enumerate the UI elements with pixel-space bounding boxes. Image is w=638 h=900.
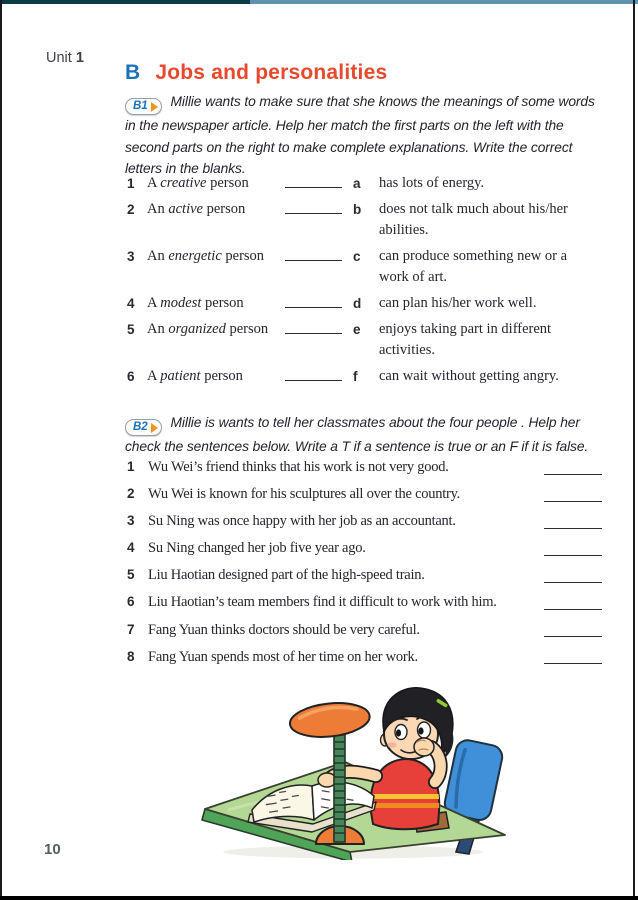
item-number: 5 <box>127 322 135 337</box>
adjective: organized <box>168 321 226 337</box>
article: A <box>147 295 157 311</box>
option-letter: b <box>353 202 362 217</box>
match-left-text <box>147 173 285 194</box>
tf-item <box>127 485 602 504</box>
match-item <box>127 246 602 288</box>
match-right-text: can plan his/her work well. <box>379 295 537 311</box>
match-left-text <box>147 366 285 387</box>
item-number: 7 <box>127 621 135 637</box>
section-heading <box>125 61 387 85</box>
badge-label: B2 <box>133 421 148 433</box>
adjective: patient <box>160 368 201 384</box>
answer-blank[interactable] <box>544 555 602 556</box>
page-top-border-dark <box>0 0 250 4</box>
option-letter: f <box>353 369 358 384</box>
item-number: 4 <box>127 296 135 311</box>
match-left-text <box>147 293 285 314</box>
tf-sentence: Wu Wei’s friend thinks that his work is not very good. <box>148 459 449 475</box>
unit-word: Unit <box>46 50 72 66</box>
tf-item <box>127 593 602 612</box>
option-letter: d <box>353 296 362 311</box>
page-number: 10 <box>44 841 61 858</box>
page-left-border <box>0 0 2 900</box>
unit-label <box>46 50 84 66</box>
item-number: 6 <box>127 594 135 610</box>
answer-blank[interactable] <box>285 199 342 214</box>
b1-match-list <box>127 173 602 392</box>
play-triangle-icon <box>151 423 158 433</box>
answer-blank[interactable] <box>285 319 342 334</box>
answer-blank[interactable] <box>544 663 602 664</box>
item-number: 8 <box>127 648 135 664</box>
adjective: energetic <box>168 248 222 264</box>
exercise-badge-b1 <box>125 98 162 115</box>
match-left-text <box>147 246 285 288</box>
tf-sentence: Fang Yuan spends most of her time on her work. <box>148 648 418 665</box>
section-title: Jobs and personalities <box>155 61 388 84</box>
item-number: 3 <box>127 249 135 264</box>
b2-instructions-text: Millie is wants to tell her classmates about the four people . Help her check the sentences below. Write a T if a sentence is true or an F if it is false. <box>125 415 589 455</box>
tf-item <box>127 512 602 531</box>
item-number: 2 <box>127 486 135 502</box>
adjective: creative <box>160 175 207 191</box>
play-triangle-icon <box>151 102 158 112</box>
article: An <box>147 201 165 217</box>
answer-blank[interactable] <box>544 528 602 529</box>
answer-blank[interactable] <box>285 293 342 308</box>
page-top-border-light <box>250 0 638 4</box>
answer-blank[interactable] <box>285 366 342 381</box>
answer-blank[interactable] <box>544 636 602 637</box>
tf-item <box>127 458 602 477</box>
article: A <box>147 368 157 384</box>
answer-blank[interactable] <box>544 609 602 610</box>
b1-instructions-text: Millie wants to make sure that she knows the meanings of some words in the newspaper article. Help her match the first parts on the left with the second parts on the right to make complete explanations. Write the correct letters in the blanks. <box>125 94 595 177</box>
tf-sentence: Liu Haotian’s team members find it difficult to work with him. <box>148 594 497 611</box>
b2-instructions <box>125 412 609 458</box>
article: An <box>147 248 165 264</box>
answer-blank[interactable] <box>285 173 342 188</box>
section-letter: B <box>125 61 141 84</box>
badge-label: B1 <box>133 100 148 112</box>
match-item <box>127 366 602 387</box>
match-item <box>127 199 602 241</box>
tf-sentence: Su Ning changed her job five year ago. <box>148 540 366 557</box>
page-right-border <box>633 0 635 900</box>
article: An <box>147 321 165 337</box>
tf-item <box>127 566 602 585</box>
answer-blank[interactable] <box>285 246 342 261</box>
adjective: modest <box>160 295 202 311</box>
match-right-text: can produce something new or a work of art. <box>379 248 568 285</box>
match-item <box>127 319 602 361</box>
option-letter: a <box>353 176 361 191</box>
item-number: 1 <box>127 176 135 191</box>
match-right-text: can wait without getting angry. <box>379 368 559 384</box>
b2-true-false-list <box>127 458 602 675</box>
match-item <box>127 293 602 314</box>
item-number: 4 <box>127 540 135 556</box>
tf-item <box>127 648 602 667</box>
noun: person <box>204 368 243 384</box>
unit-number: 1 <box>75 50 84 66</box>
illustration-boy-studying <box>188 682 508 860</box>
article: A <box>147 175 157 191</box>
tf-sentence: Liu Haotian designed part of the high-speed train. <box>148 567 425 584</box>
answer-blank[interactable] <box>544 474 602 475</box>
match-item <box>127 173 602 194</box>
match-right-text: enjoys taking part in different activities. <box>379 321 552 358</box>
noun: person <box>206 201 246 217</box>
tf-sentence: Fang Yuan thinks doctors should be very careful. <box>148 621 420 638</box>
noun: person <box>210 175 249 191</box>
tf-item <box>127 539 602 558</box>
option-letter: c <box>353 249 361 264</box>
tf-item <box>127 621 602 640</box>
noun: person <box>229 321 269 337</box>
exercise-badge-b2 <box>125 419 162 436</box>
tf-sentence: Su Ning was once happy with her job as an accountant. <box>148 513 456 530</box>
item-number: 3 <box>127 513 135 529</box>
match-left-text <box>147 199 285 241</box>
noun: person <box>225 248 265 264</box>
item-number: 1 <box>127 459 135 474</box>
tf-sentence: Wu Wei is known for his sculptures all over the country. <box>148 486 461 503</box>
b1-instructions <box>125 91 595 180</box>
answer-blank[interactable] <box>544 582 602 583</box>
answer-blank[interactable] <box>544 501 602 502</box>
match-right-text: does not talk much about his/her abilities. <box>379 201 568 238</box>
item-number: 2 <box>127 202 135 217</box>
item-number: 5 <box>127 567 135 583</box>
option-letter: e <box>353 322 361 337</box>
match-right-text: has lots of energy. <box>379 175 485 191</box>
adjective: active <box>168 201 203 217</box>
page-bottom-border <box>0 896 638 900</box>
match-left-text <box>147 319 285 361</box>
item-number: 6 <box>127 369 135 384</box>
noun: person <box>205 295 244 311</box>
